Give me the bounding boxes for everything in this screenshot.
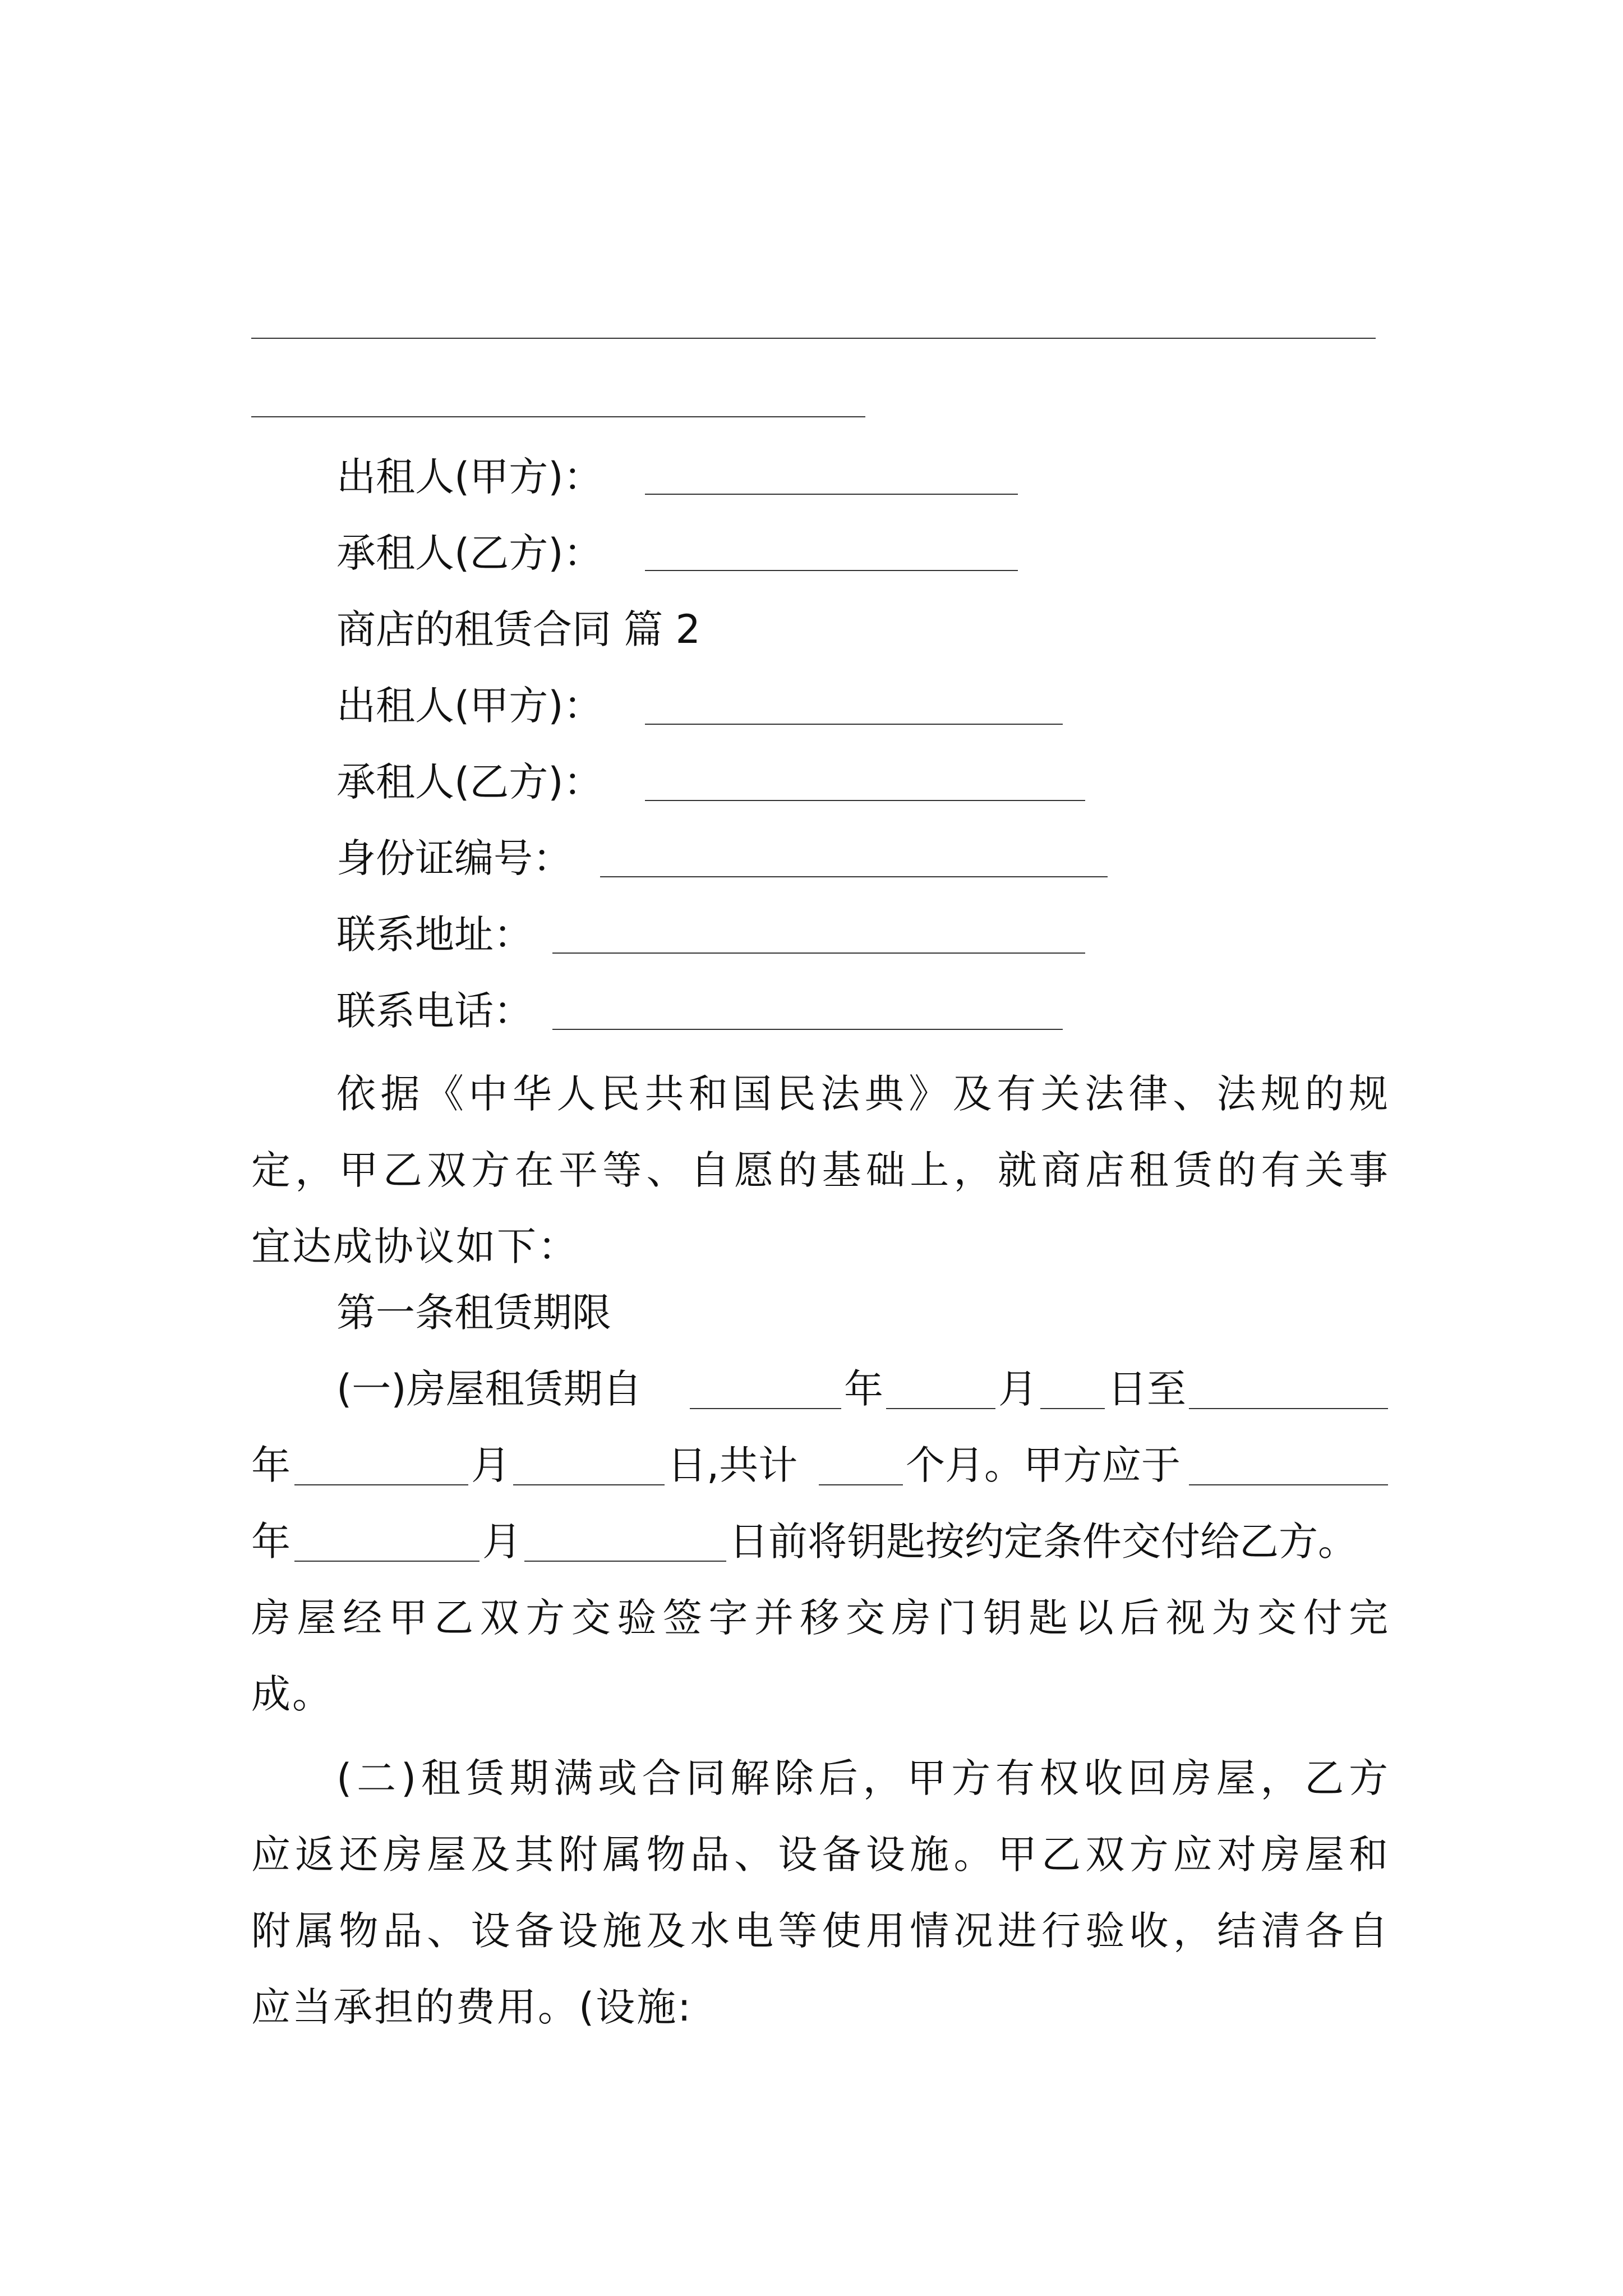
article-1-title: 第一条租赁期限 — [336, 1290, 611, 1336]
return-text-2: 应返还房屋及其附属物品、设备设施。甲乙双方应对房屋和 — [251, 1832, 1390, 1878]
tenant-blank-2 — [645, 800, 1085, 801]
return-line-2 — [251, 1816, 1390, 1893]
term-start-label: (一)房屋租赁期自 — [336, 1366, 642, 1412]
intro-text-1: 依据《中华人民共和国民法典》及有关法律、法规的规 — [336, 1071, 1390, 1117]
total-label: 日,共计 — [667, 1442, 798, 1488]
end-month-label: 月 — [471, 1442, 510, 1488]
blank — [886, 1408, 995, 1409]
address-label: 联系地址： — [336, 912, 533, 958]
blank — [294, 1484, 468, 1485]
term-text-4: 房屋经甲乙双方交验签字并移交房门钥匙以后视为交付完 — [251, 1595, 1390, 1641]
blank — [1040, 1408, 1105, 1409]
return-line-1 — [336, 1740, 1390, 1816]
blank — [690, 1408, 841, 1409]
landlord-blank — [645, 494, 1018, 495]
handover-month-label: 月 — [482, 1519, 522, 1565]
term-year-label: 年 — [844, 1366, 883, 1412]
blank — [294, 1561, 479, 1562]
landlord-label-2: 出租人(甲方)： — [336, 683, 603, 729]
blank — [513, 1484, 665, 1485]
blank — [819, 1484, 903, 1485]
return-text-1: (二)租赁期满或合同解除后，甲方有权收回房屋，乙方 — [336, 1755, 1390, 1801]
landlord-blank-2 — [645, 724, 1063, 725]
end-year-label: 年 — [251, 1442, 291, 1488]
blank-line — [251, 338, 1376, 339]
landlord-label: 出租人(甲方)： — [336, 454, 603, 500]
phone-blank — [552, 1029, 1063, 1030]
intro-line-1 — [336, 1056, 1390, 1132]
handover-year-label: 年 — [251, 1519, 291, 1565]
term-day-to-label: 日至 — [1108, 1366, 1186, 1412]
phone-label: 联系电话： — [336, 988, 533, 1034]
intro-text-3: 宜达成协议如下： — [251, 1223, 579, 1269]
blank-line — [251, 416, 865, 417]
handover-rest-text: 日前将钥匙按约定条件交付给乙方。 — [729, 1519, 1357, 1565]
tenant-blank — [645, 570, 1018, 571]
tenant-label: 承租人(乙方)： — [336, 530, 603, 576]
section-title: 商店的租赁合同 篇 2 — [336, 606, 701, 652]
tenant-label-2: 承租人(乙方)： — [336, 759, 603, 805]
intro-line-2 — [251, 1132, 1390, 1208]
handover-label: 个月。甲方应于 — [906, 1442, 1181, 1488]
id-label: 身份证编号： — [336, 835, 572, 881]
return-text-3: 附属物品、设备设施及水电等使用情况进行验收，结清各自 — [251, 1908, 1390, 1954]
term-text-5: 成。 — [251, 1671, 333, 1717]
return-text-4: 应当承担的费用。(设施: — [251, 1984, 693, 2030]
term-line-4 — [251, 1580, 1390, 1656]
blank — [1189, 1408, 1388, 1409]
intro-text-2: 定，甲乙双方在平等、自愿的基础上，就商店租赁的有关事 — [251, 1147, 1390, 1193]
term-line-5 — [251, 1656, 1390, 1732]
return-line-4 — [251, 1969, 1390, 2045]
address-blank — [552, 953, 1085, 954]
return-line-3 — [251, 1893, 1390, 1969]
id-blank — [600, 876, 1108, 877]
blank — [524, 1561, 726, 1562]
intro-line-3 — [251, 1208, 1390, 1285]
term-month-label: 月 — [998, 1366, 1038, 1412]
blank — [1189, 1484, 1388, 1485]
